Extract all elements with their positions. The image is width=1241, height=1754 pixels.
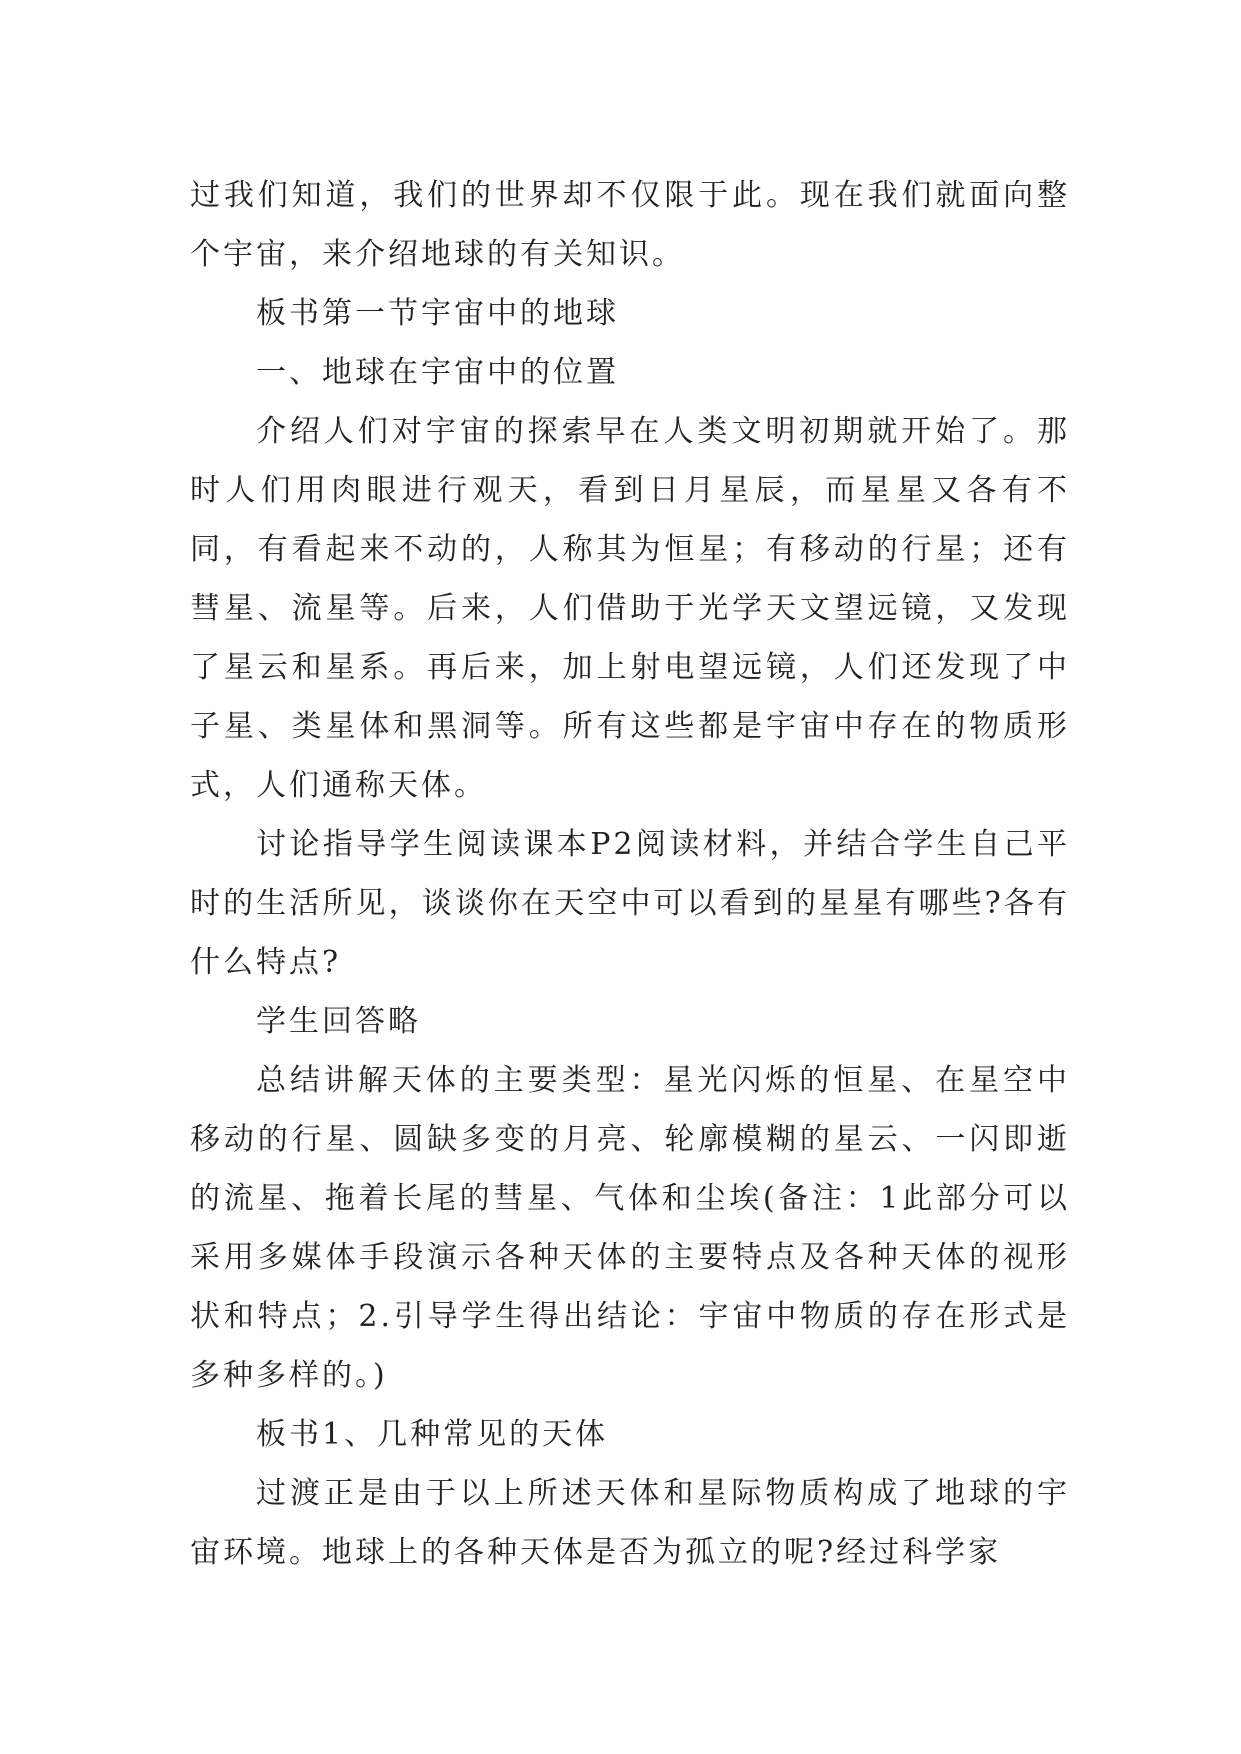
paragraph-2: 板书第一节宇宙中的地球: [256, 296, 619, 331]
paragraph-9: 过渡正是由于以上所述天体和星际物质构成了地球的宇宙环境。地球上的各种天体是否为孤立的呢?经过科学家: [190, 1476, 1070, 1570]
paragraph-1: 过我们知道，我们的世界却不仅限于此。现在我们就面向整个宇宙，来介绍地球的有关知识。: [190, 178, 1070, 272]
document-body: [190, 166, 1070, 1582]
paragraph-5: 讨论指导学生阅读课本P2阅读材料，并结合学生自己平时的生活所见，谈谈你在天空中可以看到的星星有哪些?各有什么特点?: [190, 827, 1070, 980]
paragraph-8: 板书1、几种常见的天体: [256, 1417, 609, 1452]
paragraph-3: 一、地球在宇宙中的位置: [256, 355, 619, 390]
paragraph-4: 介绍人们对宇宙的探索早在人类文明初期就开始了。那时人们用肉眼进行观天，看到日月星辰，而星星又各有不同，有看起来不动的，人称其为恒星；有移动的行星；还有彗星、流星等。后来，人们借助于光学天文望远镜，又发现了星云和星系。再后来，加上射电望远镜，人们还发现了中子星、类星体和黑洞等。所有这些都是宇宙中存在的物质形式，人们通称天体。: [190, 414, 1070, 803]
paragraph-7: 总结讲解天体的主要类型：星光闪烁的恒星、在星空中移动的行星、圆缺多变的月亮、轮廓模糊的星云、一闪即逝的流星、拖着长尾的彗星、气体和尘埃(备注：1此部分可以采用多媒体手段演示各种天体的主要特点及各种天体的视形状和特点；2.引导学生得出结论：宇宙中物质的存在形式是多种多样的。): [190, 1063, 1070, 1393]
paragraph-6: 学生回答略: [256, 1004, 421, 1039]
